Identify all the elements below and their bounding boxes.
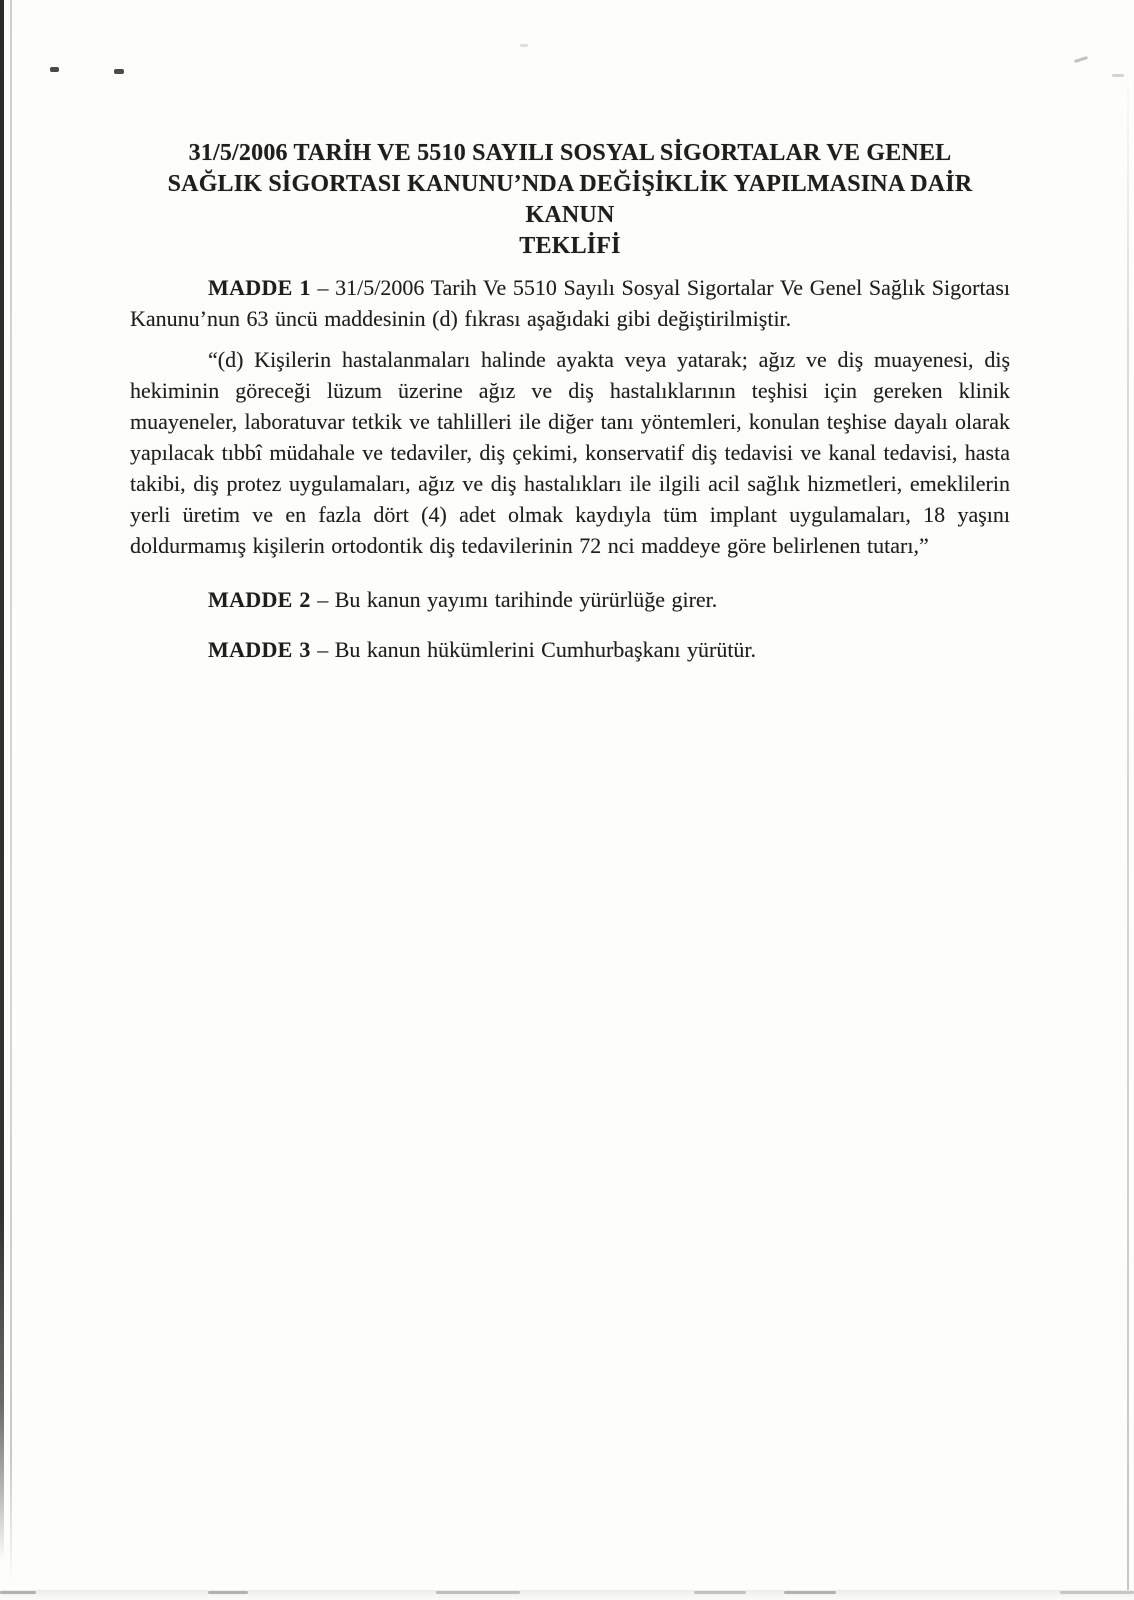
scan-bottom-edge [0,1590,1134,1600]
article-2-text: – Bu kanun yayımı tarihinde yürürlüğe girer. [310,587,718,612]
scan-speck [114,69,124,74]
document-body [130,138,1010,665]
article-3-label: MADDE 3 [208,637,311,662]
article-3-text: – Bu kanun hükümlerini Cumhurbaşkanı yürütür. [310,637,757,662]
article-2-label: MADDE 2 [208,587,311,612]
article-1-text: – 31/5/2006 Tarih Ve 5510 Sayılı Sosyal Sigortalar Ve Genel Sağlık Sigortası Kanunu’nun 63 üncü maddesinin (d) fıkrası aşağıdaki gibi değiştirilmiştir. [130,275,1010,331]
article-3-paragraph [130,634,1010,665]
scan-speck [50,67,59,72]
title-line-1: 31/5/2006 TARİH VE 5510 SAYILI SOSYAL SİGORTALAR VE GENEL [188,140,952,166]
article-1-paragraph [130,272,1010,334]
scan-right-fold-line [1127,60,1129,1600]
scan-smudge [1074,56,1088,63]
document-title [130,138,1010,262]
scan-smudge [1112,74,1124,77]
scan-left-edge-shadow [0,0,4,1560]
title-line-2: SAĞLIK SİGORTASI KANUNU’NDA DEĞİŞİKLİK YAPILMASINA DAİR KANUN [167,171,973,228]
article-1-label: MADDE 1 [208,275,311,300]
scan-left-fold-line [10,0,12,1586]
scan-bottom-dash [436,1591,520,1594]
scan-bottom-dash [0,1591,36,1594]
scan-bottom-dash [784,1591,836,1594]
title-line-3: TEKLİFİ [519,233,621,259]
scan-bottom-dash [694,1591,746,1594]
scan-bottom-dash [208,1591,248,1594]
clause-d-paragraph: “(d) Kişilerin hastalanmaları halinde ayakta veya yatarak; ağız ve diş muayenesi, diş hekiminin göreceği lüzum üzerine ağız ve diş hastalıklarının teşhisi için gereken klinik muayeneler, laboratuvar tetkik ve tahlilleri ile diğer tanı yöntemleri, konulan teşhise dayalı olarak yapılacak tıbbî müdahale ve tedaviler, diş çekimi, konservatif diş tedavisi ve kanal tedavisi, hasta takibi, diş protez uygulamaları, ağız ve diş hastalıkları ile ilgili acil sağlık hizmetleri, emeklilerin yerli üretim ve en fazla dört (4) adet olmak kaydıyla tüm implant uygulamaları, 18 yaşını doldurmamış kişilerin ortodontik diş tedavilerinin 72 nci maddeye göre belirlenen tutarı,” [130,347,1010,558]
scan-smudge [520,44,528,47]
article-2-paragraph [130,584,1010,615]
scan-bottom-dash [1060,1591,1134,1594]
